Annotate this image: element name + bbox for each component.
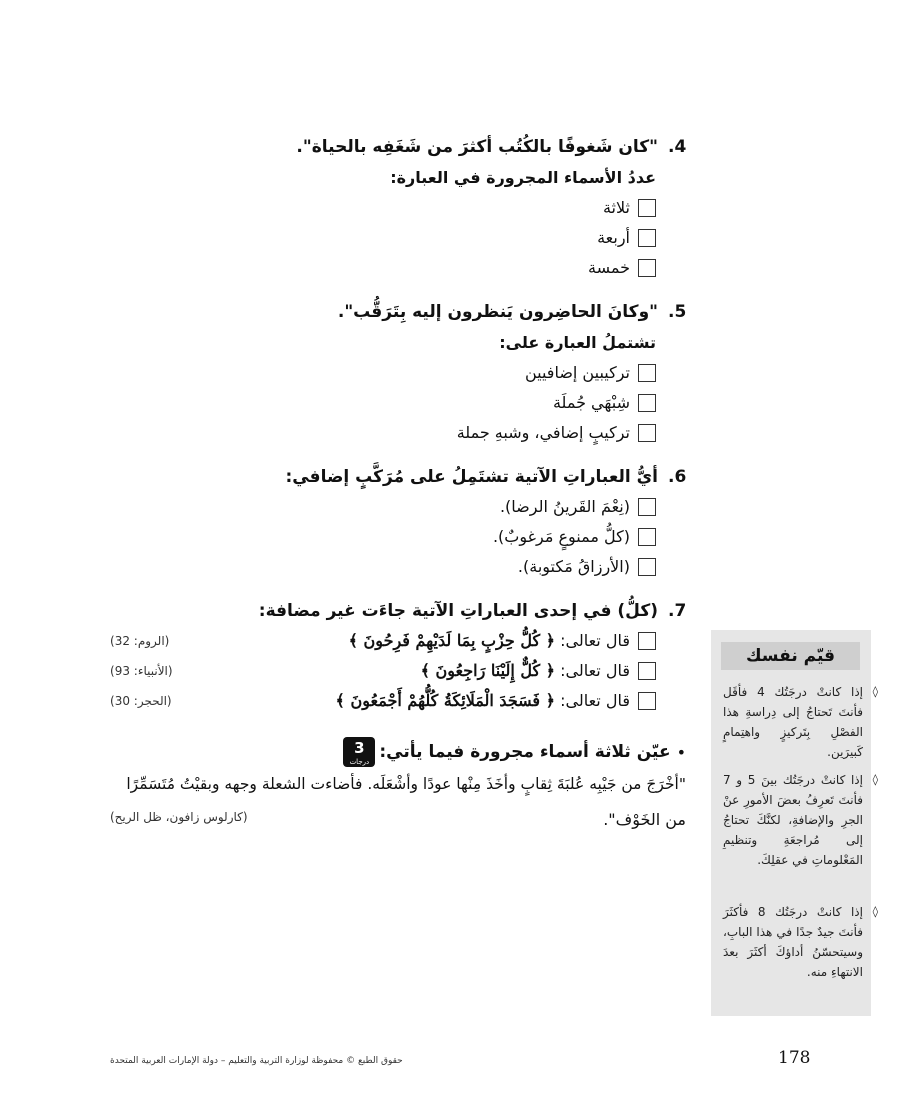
checkbox[interactable] xyxy=(638,528,656,546)
question-7-option-2[interactable] xyxy=(421,661,656,680)
quran-verse: ﴿ كُلٌّ إِلَيْنَا رَاجِعُونَ ﴾ xyxy=(420,661,556,680)
checkbox[interactable] xyxy=(638,394,656,412)
self-assessment-panel xyxy=(711,630,878,1016)
quran-verse: ﴿ كُلُّ حِزْبٍ بِمَا لَدَيْهِمْ فَرِحُونَ ﴾ xyxy=(348,631,556,650)
option-label: تركيبين إضافيين xyxy=(524,363,630,382)
checkbox[interactable] xyxy=(638,199,656,217)
diamond-icon: ◊ xyxy=(872,685,878,698)
question-4-text: "كان شَغوفًا بالكُتُب أكثرَ من شَغَفِه بالحياة". xyxy=(296,137,658,157)
assessment-item-1 xyxy=(723,682,878,762)
question-4-option-1[interactable] xyxy=(603,198,656,217)
checkbox[interactable] xyxy=(638,632,656,650)
self-assessment-title: قيّم نفسك xyxy=(721,642,860,670)
checkbox[interactable] xyxy=(638,364,656,382)
option-prefix: قال تعالى: xyxy=(560,691,630,710)
checkbox[interactable] xyxy=(638,424,656,442)
question-5-text: "وكانَ الحاضِرون يَنظرون إليه بِتَرَقُّب". xyxy=(337,302,658,322)
assessment-text: إذا كانتْ درجَتُك بينَ 5 و 7 فأنتَ تَعرِفُ بعضَ الأمورِ عنْ الجرِ والإضافةِ، لكنَّكَ تحتاجُ إلى مُراجعَةِ وتنظيمِ المَعْلوماتِ في عقلِكَ. xyxy=(723,773,863,867)
question-4-number: .4 xyxy=(668,137,687,157)
question-5-subtext: تشتملُ العبارة على: xyxy=(499,333,656,352)
question-4-subtext: عددُ الأسماء المجرورة في العبارة: xyxy=(390,168,656,187)
question-7-text: (كلُّ) في إحدى العباراتِ الآتية جاءَت غير مضافة: xyxy=(258,601,658,621)
passage-line-1: "أخْرَجَ من جَيْبِه عُلبَةَ ثِقابٍ وأخَذَ مِنْها عودًا وأشْعَلَه. فأضاءت الشعلة وجهه وبقيْتُ مُتَسَمِّرًا xyxy=(126,775,686,793)
option-label: أربعة xyxy=(597,228,630,247)
question-7-option-1[interactable] xyxy=(349,631,656,650)
bullet: • xyxy=(676,742,686,762)
option-label: (نِعْمَ القَرينُ الرضا). xyxy=(499,497,630,516)
option-label: (الأرزاقُ مَكتوبة). xyxy=(517,557,630,576)
assessment-item-3 xyxy=(723,902,878,982)
option-label: شِبْهَي جُملَة xyxy=(552,393,630,412)
assessment-item-2 xyxy=(723,770,878,870)
verse-reference: (الروم: 32) xyxy=(110,634,170,648)
question-6-option-3[interactable] xyxy=(518,557,656,576)
quran-verse: ﴿ فَسَجَدَ الْمَلَائِكَةُ كُلُّهُمْ أَجْمَعُونَ ﴾ xyxy=(335,691,556,710)
points-unit: درجات xyxy=(349,758,370,766)
passage xyxy=(106,766,686,838)
option-label: (كلُّ ممنوعٍ مَرغوبٌ). xyxy=(492,527,630,546)
passage-source: (كارلوس زافون، ظل الريح) xyxy=(110,810,248,824)
passage-line-2: من الخَوْف". xyxy=(603,810,686,829)
task-text: عيّن ثلاثة أسماء مجرورة فيما يأتي: xyxy=(379,742,671,762)
checkbox[interactable] xyxy=(638,259,656,277)
option-label: خمسة xyxy=(588,258,630,277)
question-7-option-3[interactable] xyxy=(336,691,656,710)
question-5-option-1[interactable] xyxy=(525,363,656,382)
option-prefix: قال تعالى: xyxy=(560,631,630,650)
checkbox[interactable] xyxy=(638,229,656,247)
option-label: ثلاثة xyxy=(602,198,630,217)
task-heading xyxy=(343,737,686,767)
verse-reference: (الأنبياء: 93) xyxy=(110,664,173,678)
copyright-notice: حقوق الطبع © محفوظة لوزارة التربية والتعليم – دولة الإمارات العربية المتحدة xyxy=(110,1056,403,1066)
assessment-text: إذا كانتْ درجَتُك 8 فأكثَرَ فأنتَ جيدٌ جدًا في هذا البابِ، وسيتحسّنُ أداؤكَ أكثَرَ بعدَ الانتهاءِ منه. xyxy=(723,905,863,979)
option-prefix: قال تعالى: xyxy=(560,661,630,680)
question-7-number: .7 xyxy=(668,601,687,621)
question-6-option-2[interactable] xyxy=(493,527,656,546)
points-value: 3 xyxy=(354,739,365,757)
question-5-number: .5 xyxy=(668,302,687,322)
checkbox[interactable] xyxy=(638,498,656,516)
checkbox[interactable] xyxy=(638,692,656,710)
diamond-icon: ◊ xyxy=(872,905,878,918)
question-4-option-2[interactable] xyxy=(597,228,656,247)
question-6-option-1[interactable] xyxy=(500,497,656,516)
question-6-text: أيُّ العباراتِ الآتية تشتَمِلُ على مُرَكَّبٍ إضافي: xyxy=(285,467,658,487)
diamond-icon: ◊ xyxy=(872,773,878,786)
points-badge xyxy=(343,737,375,767)
checkbox[interactable] xyxy=(638,662,656,680)
question-6-number: .6 xyxy=(668,467,687,487)
question-5-option-2[interactable] xyxy=(553,393,656,412)
question-4-option-3[interactable] xyxy=(588,258,656,277)
option-label: تركيبٍ إضافي، وشبهِ جملة xyxy=(456,423,630,442)
assessment-text: إذا كانتْ درجَتُك 4 فأقَل فأنتَ تَحتاجُ إلى دِراسةِ هذا الفصْلِ بِتَركيزٍ واهتِمامٍ كَبيرَين. xyxy=(723,685,863,759)
question-5-option-3[interactable] xyxy=(457,423,656,442)
checkbox[interactable] xyxy=(638,558,656,576)
page-number: 178 xyxy=(778,1048,811,1068)
verse-reference: (الحجر: 30) xyxy=(110,694,172,708)
